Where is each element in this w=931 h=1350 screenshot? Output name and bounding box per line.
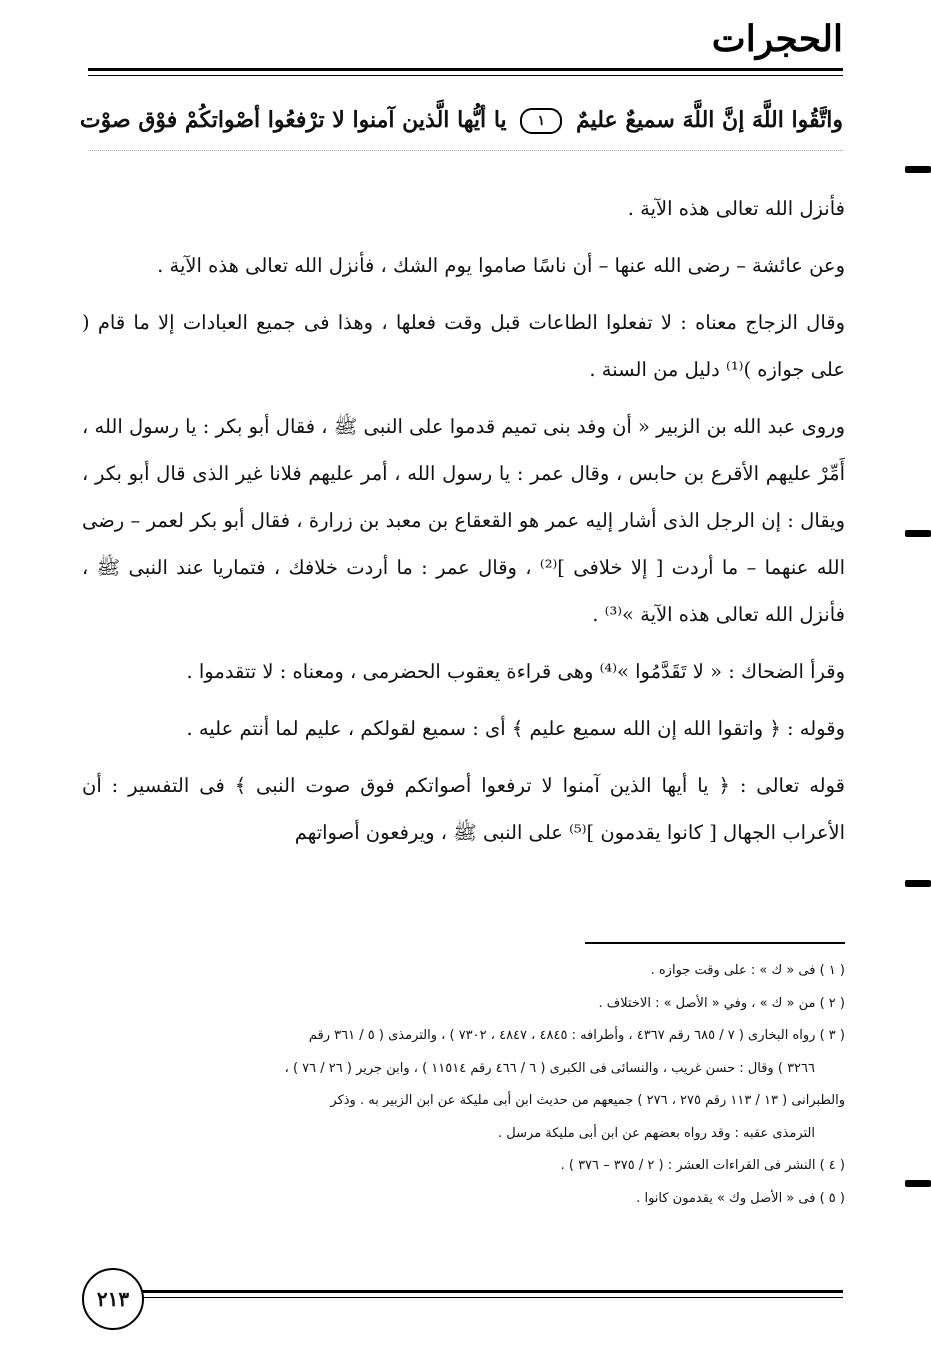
- ayah-number-marker: ١: [520, 108, 562, 134]
- commentary-body: [82, 185, 845, 866]
- page-edge-mark: [905, 1180, 931, 1187]
- paragraph: وعن عائشة – رضى الله عنها – أن ناسًا صاموا يوم الشك ، فأنزل الله تعالى هذه الآية .: [157, 254, 845, 277]
- footnotes: [82, 955, 845, 1215]
- footnote: ( ٢ ) من « ك » ، وفي « الأصل » : الاختلاف .: [598, 995, 845, 1011]
- paragraph: وقوله : ﴿ واتقوا الله إن الله سميع عليم ﴾ أى : سميع لقولكم ، عليم لما أنتم عليه .: [186, 717, 845, 740]
- paragraph: فأنزل الله تعالى هذه الآية .: [627, 197, 845, 220]
- verse-separator: [88, 150, 843, 151]
- paragraph: وروى عبد الله بن الزبير « أن وفد بنى تميم قدموا على النبى ﷺ ، فقال أبو بكر : يا رسول الله ، أَمِّرْ عليهم الأقرع بن حابس ، وقال عمر : يا رسول الله ، أمر عليهم فلانا غير الذى قال أبو بكر ، ويقال : إن الرجل الذى أشار إليه عمر هو القعقاع بن معبد بن زرارة ، فقال أبو بكر لعمر – رضى الله عنهما – ما أردت [ إلا خلافى ]⁽²⁾ ، وقال عمر : ما أردت خلافك ، فتماريا عند النبى ﷺ ، فأنزل الله تعالى هذه الآية »⁽³⁾ .: [82, 415, 845, 626]
- paragraph: وقال الزجاج معناه : لا تفعلوا الطاعات قبل وقت فعلها ، وهذا فى جميع العبادات إلا ما قام ( على جوازه )⁽¹⁾ دليل من السنة .: [82, 311, 845, 381]
- page-edge-mark: [905, 166, 931, 173]
- quran-verse-header: [79, 100, 843, 140]
- header-rule-thin: [88, 75, 843, 76]
- footnote: ( ١ ) فى « ك » : على وقت جوازه .: [650, 963, 845, 978]
- surah-title: الحجرات: [711, 18, 843, 60]
- footer-rule-thin: [140, 1297, 843, 1298]
- footnote-continuation: ٣٢٦٦ ) وقال : حسن غريب ، والنسائى فى الكبرى ( ٦ / ٤٦٦ رقم ١١٥١٤ ) ، وابن جرير ( ٢٦ / ٧٦ ) ،: [284, 1060, 815, 1076]
- verse-text-after: يا أيُّها الَّذين آمنوا لا ترْفعُوا أصْواتكُمْ فوْق صوْت: [79, 107, 507, 133]
- header-rule-thick: [88, 68, 843, 71]
- footer-rule-thick: [140, 1290, 843, 1293]
- page-edge-mark: [905, 880, 931, 887]
- page-edge-mark: [905, 530, 931, 537]
- footnote-continuation: الترمذى عقبه : وقد رواه بعضهم عن ابن أبى مليكة مرسل .: [498, 1125, 815, 1141]
- page-number: ٢١٣: [82, 1268, 144, 1330]
- paragraph: قوله تعالى : ﴿ يا أيها الذين آمنوا لا ترفعوا أصواتكم فوق صوت النبى ﴾ فى التفسير : أن الأعراب الجهال [ كانوا يقدمون ]⁽⁵⁾ على النبى ﷺ ، ويرفعون أصواتهم: [82, 774, 845, 844]
- footnote: ( ٣ ) رواه البخارى ( ٧ / ٦٨٥ رقم ٤٣٦٧ ، وأطرافه : ٤٨٤٥ ، ٤٨٤٧ ، ٧٣٠٢ ) ، والترمذى ( ٥ / ٣٦١ رقم: [308, 1028, 845, 1043]
- footnote-rule: [585, 942, 845, 944]
- footnote-continuation: والطبرانى ( ١٣ / ١١٣ رقم ٢٧٥ ، ٢٧٦ ) جميعهم من حديث ابن أبى مليكة عن ابن الزبير به . وذكر: [330, 1093, 845, 1108]
- verse-text-before: واتَّقُوا اللَّهَ إنَّ اللَّهَ سميعٌ عليمٌ: [575, 107, 843, 133]
- footnote: ( ٥ ) فى « الأصل وك » يقدمون كانوا .: [636, 1190, 845, 1206]
- paragraph: وقرأ الضحاك : « لا تَقَدَّمُوا »⁽⁴⁾ وهى قراءة يعقوب الحضرمى ، ومعناه : لا تتقدموا .: [186, 660, 845, 683]
- footnote: ( ٤ ) النشر فى القراءات العشر : ( ٢ / ٣٧٥ – ٣٧٦ ) .: [560, 1158, 845, 1173]
